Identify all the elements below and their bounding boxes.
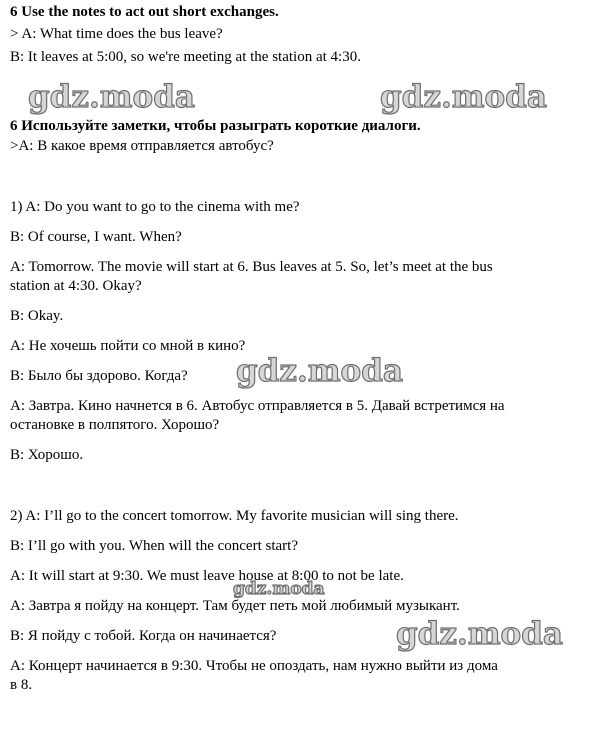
dialog-1-line: A: Tomorrow. The movie will start at 6. Bus leaves at 5. So, let’s meet at the bus — [10, 259, 493, 275]
dialog-1-line: A: Не хочешь пойти со мной в кино? — [10, 338, 246, 354]
dialog-1-line: B: Было бы здорово. Когда? — [10, 368, 188, 384]
exercise-heading-ru: 6 Используйте заметки, чтобы разыграть короткие диалоги. — [10, 118, 421, 134]
watermark-logo: gdz.moda — [28, 79, 195, 115]
watermark-logo: gdz.moda — [236, 353, 403, 389]
dialog-2-line: в 8. — [10, 677, 33, 693]
dialog-1-line: station at 4:30. Okay? — [10, 278, 142, 294]
dialog-2-line: B: I’ll go with you. When will the concert start? — [10, 538, 298, 554]
watermark-logo: gdz.moda — [380, 79, 547, 115]
watermark-logo: gdz.moda — [396, 616, 563, 652]
example-question-ru: >A: В какое время отправляется автобус? — [10, 138, 274, 154]
dialog-1-line: B: Okay. — [10, 308, 64, 324]
example-answer-en: B: It leaves at 5:00, so we're meeting at the station at 4:30. — [10, 49, 361, 65]
dialog-1-line: A: Завтра. Кино начнется в 6. Автобус отправляется в 5. Давай встретимся на — [10, 398, 505, 414]
dialog-2-line: A: Завтра я пойду на концерт. Там будет петь мой любимый музыкант. — [10, 598, 460, 614]
dialog-1-line: B: Хорошо. — [10, 447, 84, 463]
example-question-en: > A: What time does the bus leave? — [10, 26, 223, 42]
exercise-heading-en: 6 Use the notes to act out short exchanges. — [10, 4, 279, 20]
dialog-2-line: A: It will start at 9:30. We must leave house at 8:00 to not be late. — [10, 568, 404, 584]
dialog-2-line: A: Концерт начинается в 9:30. Чтобы не опоздать, нам нужно выйти из дома — [10, 658, 498, 674]
dialog-1-line: 1) A: Do you want to go to the cinema with me? — [10, 199, 300, 215]
dialog-1-line: B: Of course, I want. When? — [10, 229, 182, 245]
dialog-2-line: B: Я пойду с тобой. Когда он начинается? — [10, 628, 277, 644]
dialog-1-line: остановке в полпятого. Хорошо? — [10, 417, 220, 433]
watermark-logo: gdz.moda — [233, 579, 325, 599]
dialog-2-line: 2) A: I’ll go to the concert tomorrow. My favorite musician will sing there. — [10, 508, 459, 524]
